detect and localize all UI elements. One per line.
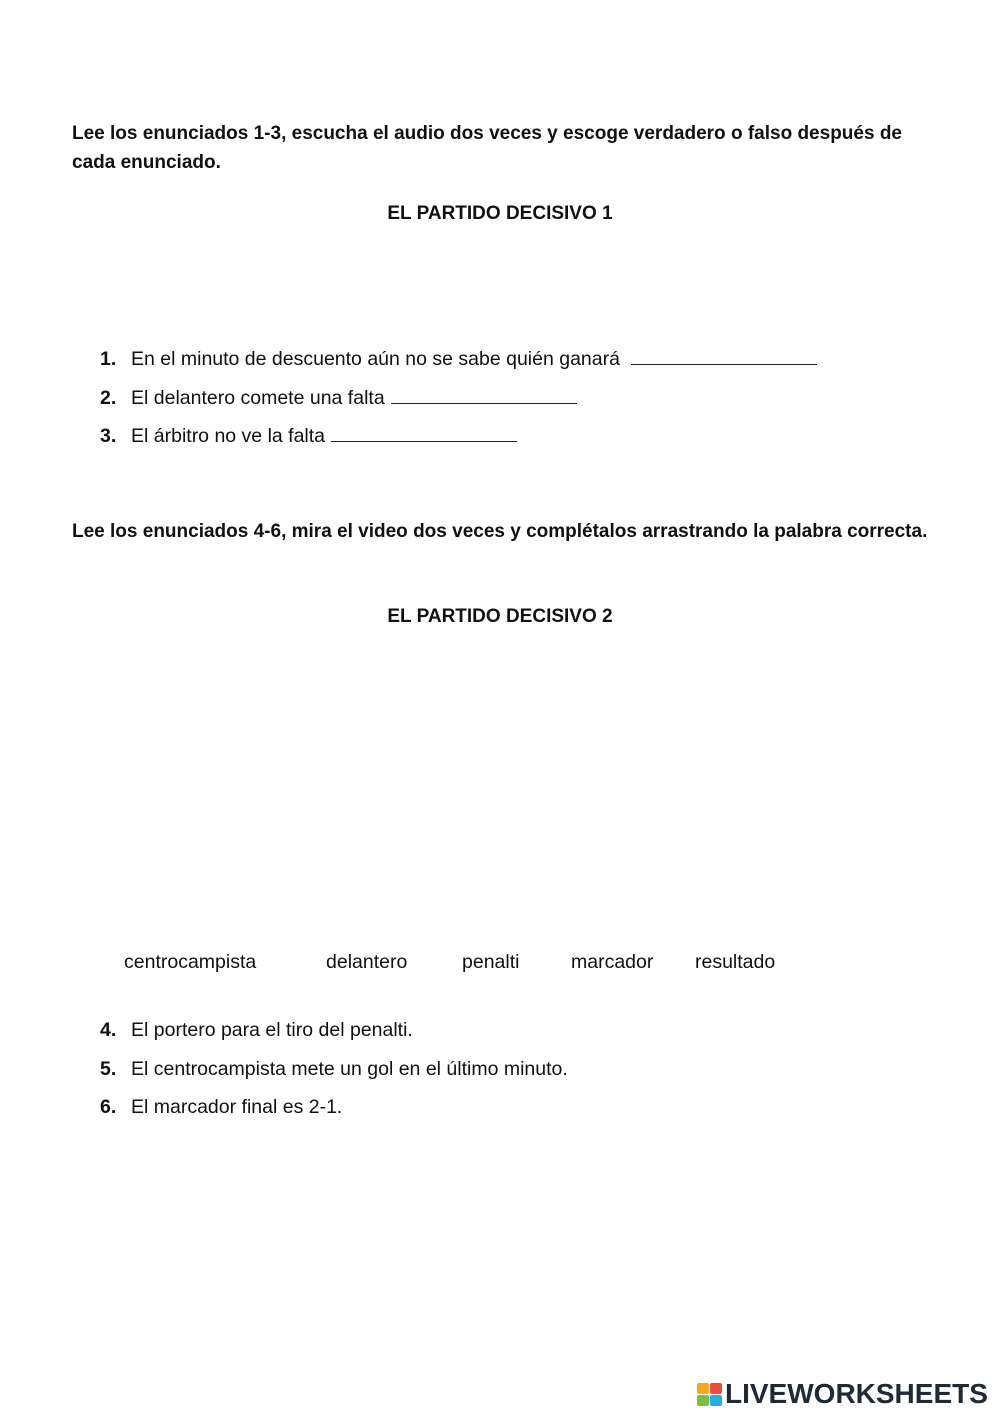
- item-number: 5.: [100, 1057, 117, 1080]
- word-bank-item[interactable]: delantero: [326, 951, 408, 973]
- drag-drop-list: [100, 1018, 568, 1134]
- logo-square: [710, 1383, 722, 1394]
- word-bank-item[interactable]: marcador: [571, 951, 654, 973]
- list-item: [100, 385, 817, 424]
- answer-blank-3[interactable]: [331, 423, 517, 442]
- list-item: [100, 346, 817, 385]
- word-bank-item[interactable]: resultado: [695, 951, 776, 973]
- logo-square: [710, 1395, 722, 1406]
- item-text: El portero para el tiro del penalti.: [131, 1019, 413, 1041]
- instruction-2: Lee los enunciados 4-6, mira el video dos veces y complétalos arrastrando la palabra correcta.: [72, 521, 928, 542]
- item-number: 6.: [100, 1096, 117, 1118]
- liveworksheets-logo: [697, 1378, 988, 1410]
- logo-grid-icon: [697, 1383, 722, 1406]
- item-number: 1.: [100, 348, 117, 370]
- logo-square: [697, 1395, 709, 1406]
- answer-blank-1[interactable]: [631, 346, 817, 365]
- list-item: [100, 423, 817, 462]
- list-item: [100, 1018, 568, 1057]
- word-bank-item[interactable]: centrocampista: [124, 951, 257, 973]
- item-text: En el minuto de descuento aún no se sabe quién ganará: [131, 348, 626, 370]
- logo-text: LIVEWORKSHEETS: [725, 1378, 988, 1409]
- section-heading-2: EL PARTIDO DECISIVO 2: [387, 606, 613, 627]
- item-text: El árbitro no ve la falta: [131, 425, 326, 447]
- true-false-list: [100, 346, 817, 462]
- list-item: [100, 1095, 568, 1134]
- instruction-1: Lee los enunciados 1-3, escucha el audio dos veces y escoge verdadero o falso después de cada enunciado.: [72, 123, 902, 173]
- item-number: 4.: [100, 1019, 117, 1041]
- item-text: El marcador final es 2-1.: [131, 1096, 343, 1118]
- logo-square: [697, 1383, 709, 1394]
- item-number: 3.: [100, 425, 117, 447]
- item-text: El delantero comete una falta: [131, 386, 385, 409]
- answer-blank-2[interactable]: [391, 385, 577, 404]
- item-text: El centrocampista mete un gol en el último minuto.: [131, 1057, 568, 1080]
- item-number: 2.: [100, 386, 117, 409]
- word-bank-item[interactable]: penalti: [462, 951, 520, 973]
- section-heading-1: EL PARTIDO DECISIVO 1: [387, 203, 613, 224]
- list-item: [100, 1057, 568, 1096]
